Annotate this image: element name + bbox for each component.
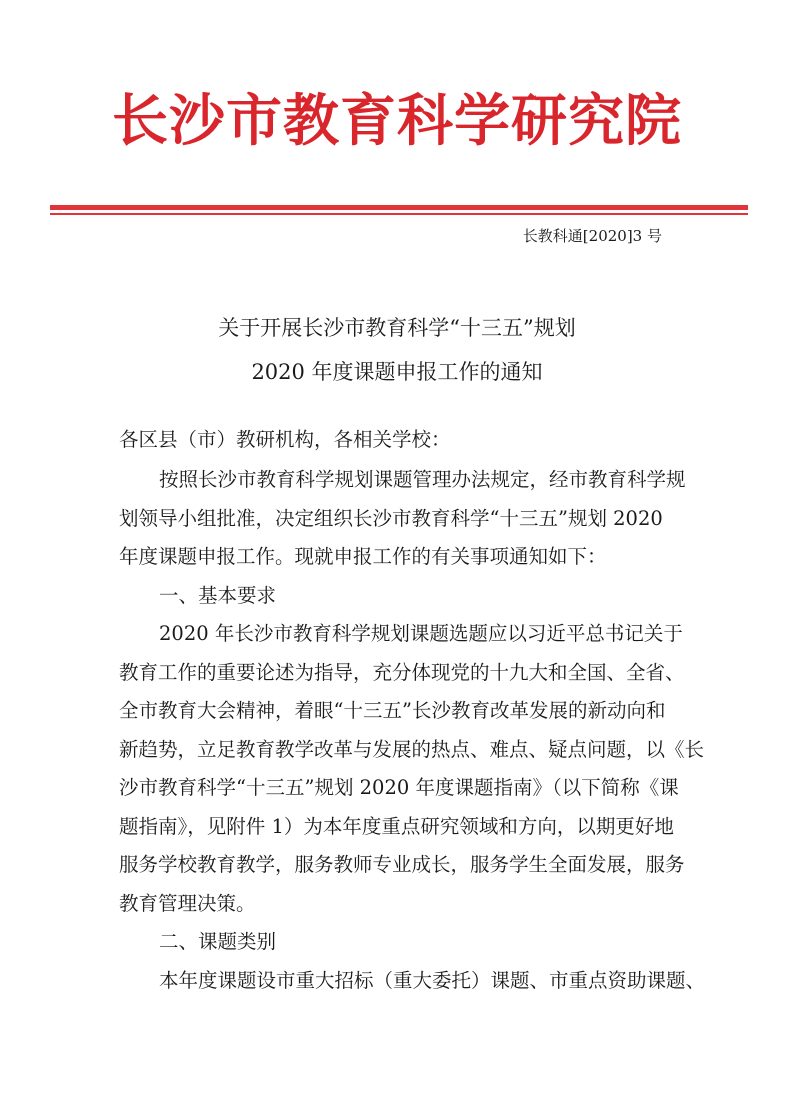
section1-heading: 一、基本要求 <box>159 583 277 607</box>
section1-line: 沙市教育科学“十三五”规划 2020 年度课题指南》（以下简称《课 <box>119 776 679 799</box>
section2-heading: 二、课题类别 <box>159 930 277 953</box>
intro-line: 划领导小组批准，决定组织长沙市教育科学“十三五”规划 2020 <box>119 506 663 530</box>
intro-line: 按照长沙市教育科学规划课题管理办法规定，经市教育科学规 <box>159 468 686 491</box>
section1-line: 教育工作的重要论述为指导，充分体现党的十九大和全国、全省、 <box>119 660 685 684</box>
intro-paragraph <box>119 461 719 615</box>
document-number: 长教科通[2020]3 号 <box>522 227 662 245</box>
section1-line: 新趋势，立足教育教学改革与发展的热点、难点、疑点问题，以《长 <box>119 737 705 761</box>
title-line-2: 2020 年度课题申报工作的通知 <box>251 360 543 384</box>
section1-line: 题指南》，见附件 1）为本年度重点研究领域和方向，以期更好地 <box>119 814 674 838</box>
section1-line: 服务学校教育教学，服务教师专业成长，服务学生全面发展，服务 <box>119 853 685 876</box>
header-rule-thin <box>50 213 748 215</box>
section1-line: 教育管理决策。 <box>119 891 256 915</box>
salutation: 各区县（市）教研机构，各相关学校： <box>119 428 451 451</box>
title-line-1: 关于开展长沙市教育科学“十三五”规划 <box>218 316 576 340</box>
organization-masthead: 长沙市教育科学研究院 <box>112 89 682 154</box>
section1-paragraph <box>119 615 719 1000</box>
document-title <box>0 306 794 394</box>
section1-line: 全市教育大会精神，着眼“十三五”长沙教育改革发展的新动向和 <box>119 699 666 722</box>
intro-line: 年度课题申报工作。现就申报工作的有关事项通知如下： <box>119 545 607 568</box>
header-rule-thick <box>50 205 748 210</box>
section2-line: 本年度课题设市重大招标（重大委托）课题、市重点资助课题、 <box>159 968 706 992</box>
section1-line: 2020 年长沙市教育科学规划课题选题应以习近平总书记关于 <box>159 622 683 645</box>
